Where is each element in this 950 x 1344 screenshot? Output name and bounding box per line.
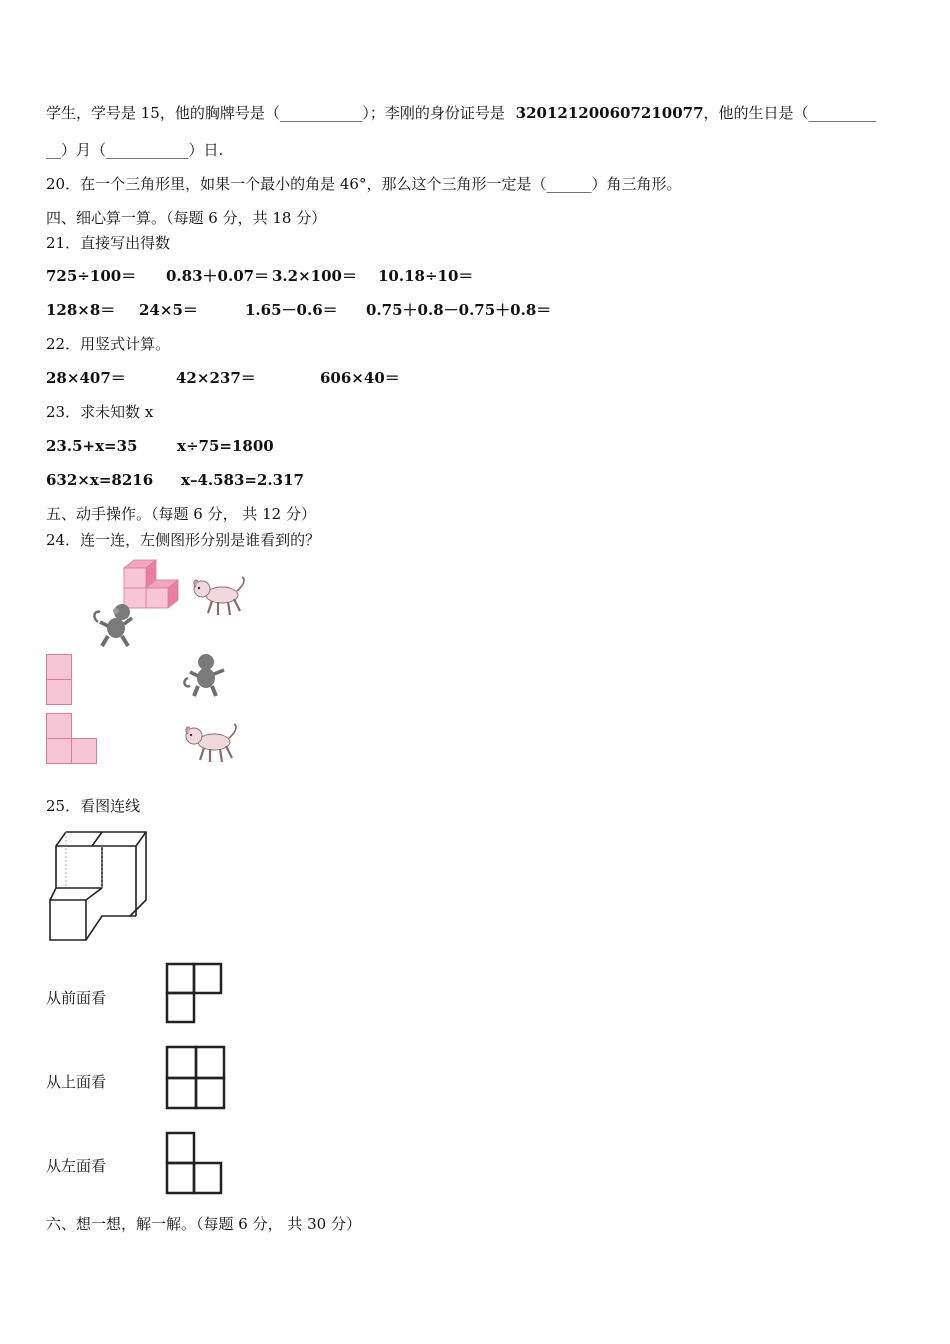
q24-shape-vertical	[46, 654, 76, 706]
q25-view-top	[165, 1045, 227, 1111]
q24-shape-l	[46, 713, 100, 765]
q21-item: 128×8＝	[46, 301, 116, 319]
q23-title: 23．求未知数 x	[46, 403, 154, 421]
q25-label-left: 从左面看	[46, 1157, 107, 1175]
q21-item: 1.65－0.6＝	[245, 301, 338, 319]
q22-title: 22．用竖式计算。	[46, 335, 171, 353]
q21-item: 10.18÷10＝	[378, 267, 474, 285]
section5-title: 五、动手操作。（每题 6 分， 共 12 分）	[46, 505, 316, 523]
q25-block-figure	[46, 828, 158, 944]
q21-item: 725÷100＝	[46, 267, 137, 285]
dog-icon	[182, 722, 240, 764]
q25-label-front: 从前面看	[46, 989, 107, 1007]
q21-item: 3.2×100＝	[272, 267, 357, 285]
q21-item: 0.83＋0.07＝	[166, 267, 270, 285]
q21-item: 24×5＝	[139, 301, 198, 319]
q19-text-part1: 学生，学号是 15，他的胸牌号是（___________）；李刚的身份证号是	[46, 104, 505, 122]
monkey-icon	[92, 600, 138, 648]
q21-item: 0.75＋0.8－0.75＋0.8＝	[366, 301, 552, 319]
q24-title: 24．连一连，左侧图形分别是谁看到的？	[46, 531, 321, 549]
q22-item: 42×237＝	[176, 369, 256, 387]
section6-title: 六、想一想，解一解。（每题 6 分， 共 30 分）	[46, 1215, 361, 1233]
monkey-icon	[182, 650, 228, 698]
q23-item: 632×x=8216	[46, 471, 154, 489]
q23-item: x÷75=1800	[177, 437, 274, 455]
q21-title: 21．直接写出得数	[46, 234, 171, 252]
q19-text-part2: ，他的生日是（_________	[703, 104, 877, 122]
q19-id-number: 320121200607210077	[515, 104, 704, 122]
q19-line1	[46, 103, 876, 123]
q23-item: 23.5+x=35	[46, 437, 138, 455]
q19-line2: __）月（___________）日.	[46, 141, 224, 159]
q22-item: 28×407＝	[46, 369, 126, 387]
q23-item: x–4.583=2.317	[181, 471, 304, 489]
q22-item: 606×40＝	[320, 369, 400, 387]
q25-view-front	[165, 962, 225, 1026]
q25-title: 25．看图连线	[46, 797, 141, 815]
dog-icon	[190, 575, 248, 617]
q20-text: 20．在一个三角形里，如果一个最小的角是 46°，那么这个三角形一定是（______）角三角形。	[46, 175, 682, 193]
section4-title: 四、细心算一算。（每题 6 分，共 18 分）	[46, 209, 327, 227]
q25-label-top: 从上面看	[46, 1073, 107, 1091]
q25-view-left	[165, 1131, 225, 1197]
